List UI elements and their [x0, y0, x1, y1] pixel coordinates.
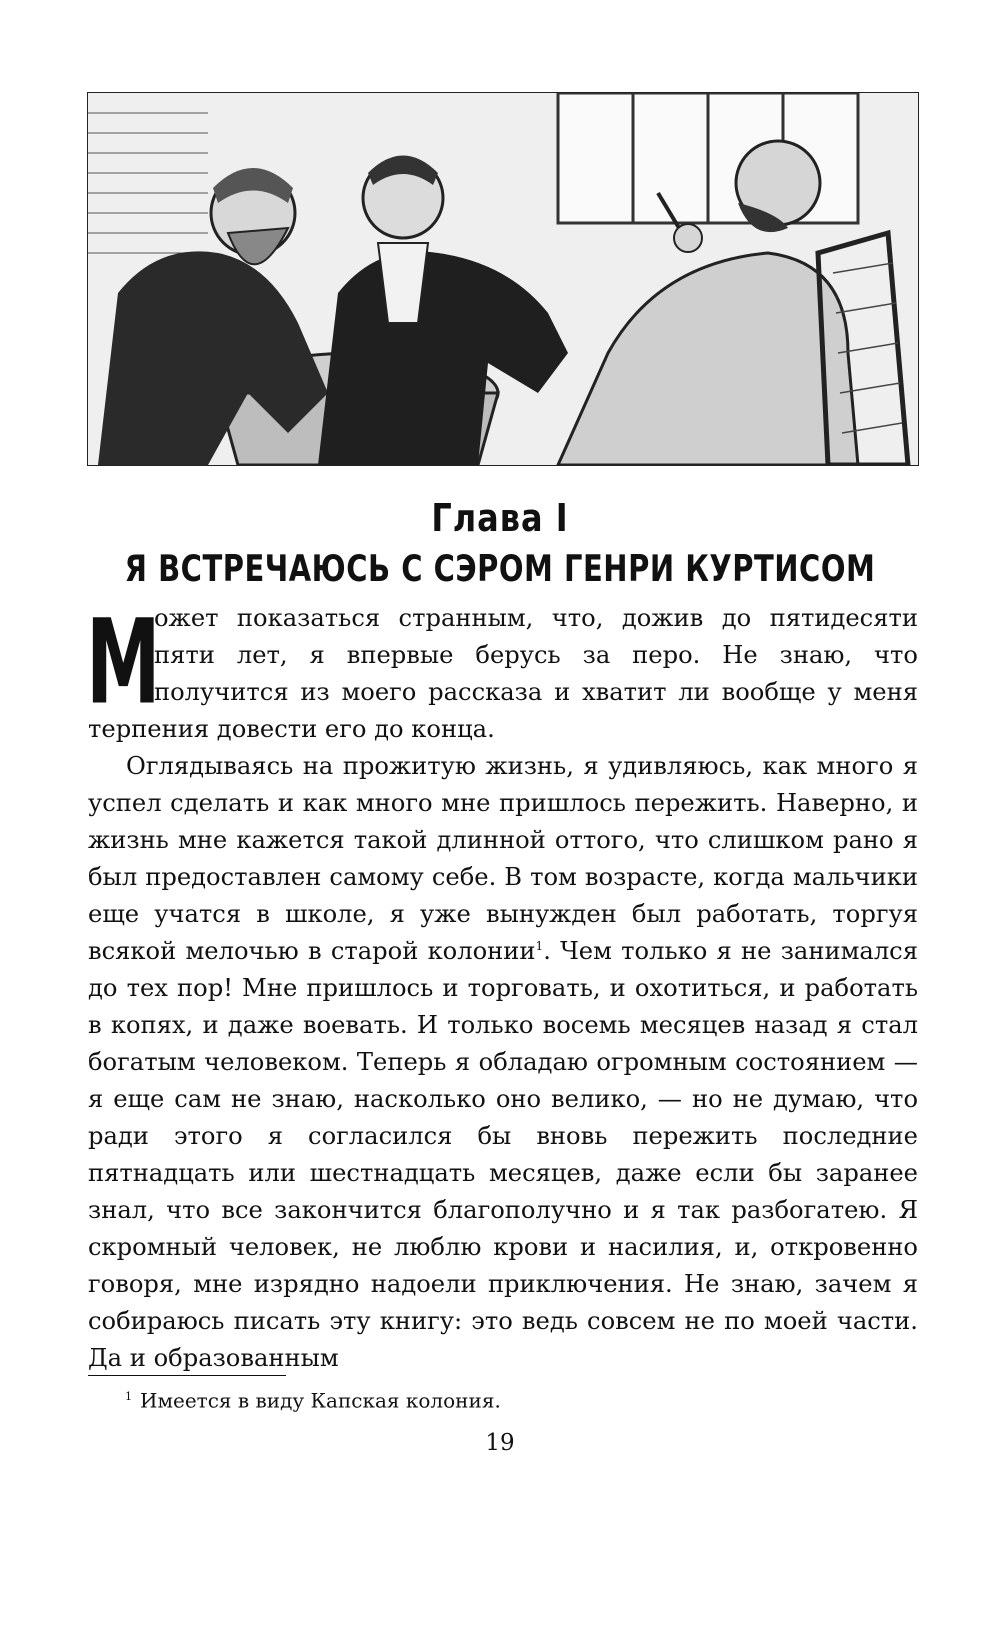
engraving-image [88, 93, 918, 465]
chapter-illustration [87, 92, 919, 466]
paragraph-2-text-a: Оглядываясь на прожитую жизнь, я удивляюсь, как много я успел сделать и как много мне пришлось пережить. Наверно, и жизнь мне кажется такой длинной оттого, что слишком рано я был предоставлен самому себе. В том возрасте, когда мальчики еще учатся в школе, я уже вынужден был работать, торгуя всякой мелочью в старой колонии [88, 752, 918, 965]
footnote-marker: 1 [125, 1390, 132, 1403]
page-number: 19 [485, 1430, 515, 1456]
paragraph-1 [86, 593, 918, 748]
paragraph-2 [88, 748, 918, 1377]
drop-cap: М [86, 593, 161, 731]
paragraph-2-text-b: . Чем только я не занимался до тех пор! Мне пришлось и торговать, и охотиться, и работать в копях, и даже воевать. И только восемь месяцев назад я стал богатым человеком. Теперь я обладаю огромным состоянием — я еще сам не знаю, насколько оно велико, — но не думаю, что ради этого я согласился бы вновь пережить последние пятнадцать или шестнадцать месяцев, даже если бы заранее знал, что все закончится благополучно и я так разбогатею. Я скромный человек, не люблю крови и насилия, и, откровенно говоря, мне изрядно надоели приключения. Не знаю, зачем я собираюсь писать эту книгу: это ведь совсем не по моей части. Да и образованным [88, 937, 918, 1372]
footnote-text: Имеется в виду Капская колония. [140, 1388, 501, 1413]
body-text [86, 593, 918, 1377]
chapter-number: Глава I [431, 495, 569, 541]
footnote-divider [88, 1375, 286, 1376]
footnote-reference: 1 [535, 938, 544, 953]
chapter-title: Я ВСТРЕЧАЮСЬ С СЭРОМ ГЕНРИ КУРТИСОМ [124, 547, 876, 590]
paragraph-1-text: ожет показаться странным, что, дожив до пятидесяти пяти лет, я впервые берусь за перо. Не знаю, что получится из моего рассказа и хватит ли вообще у меня терпения довести его до конца. [88, 604, 918, 743]
footnote [125, 1384, 501, 1414]
